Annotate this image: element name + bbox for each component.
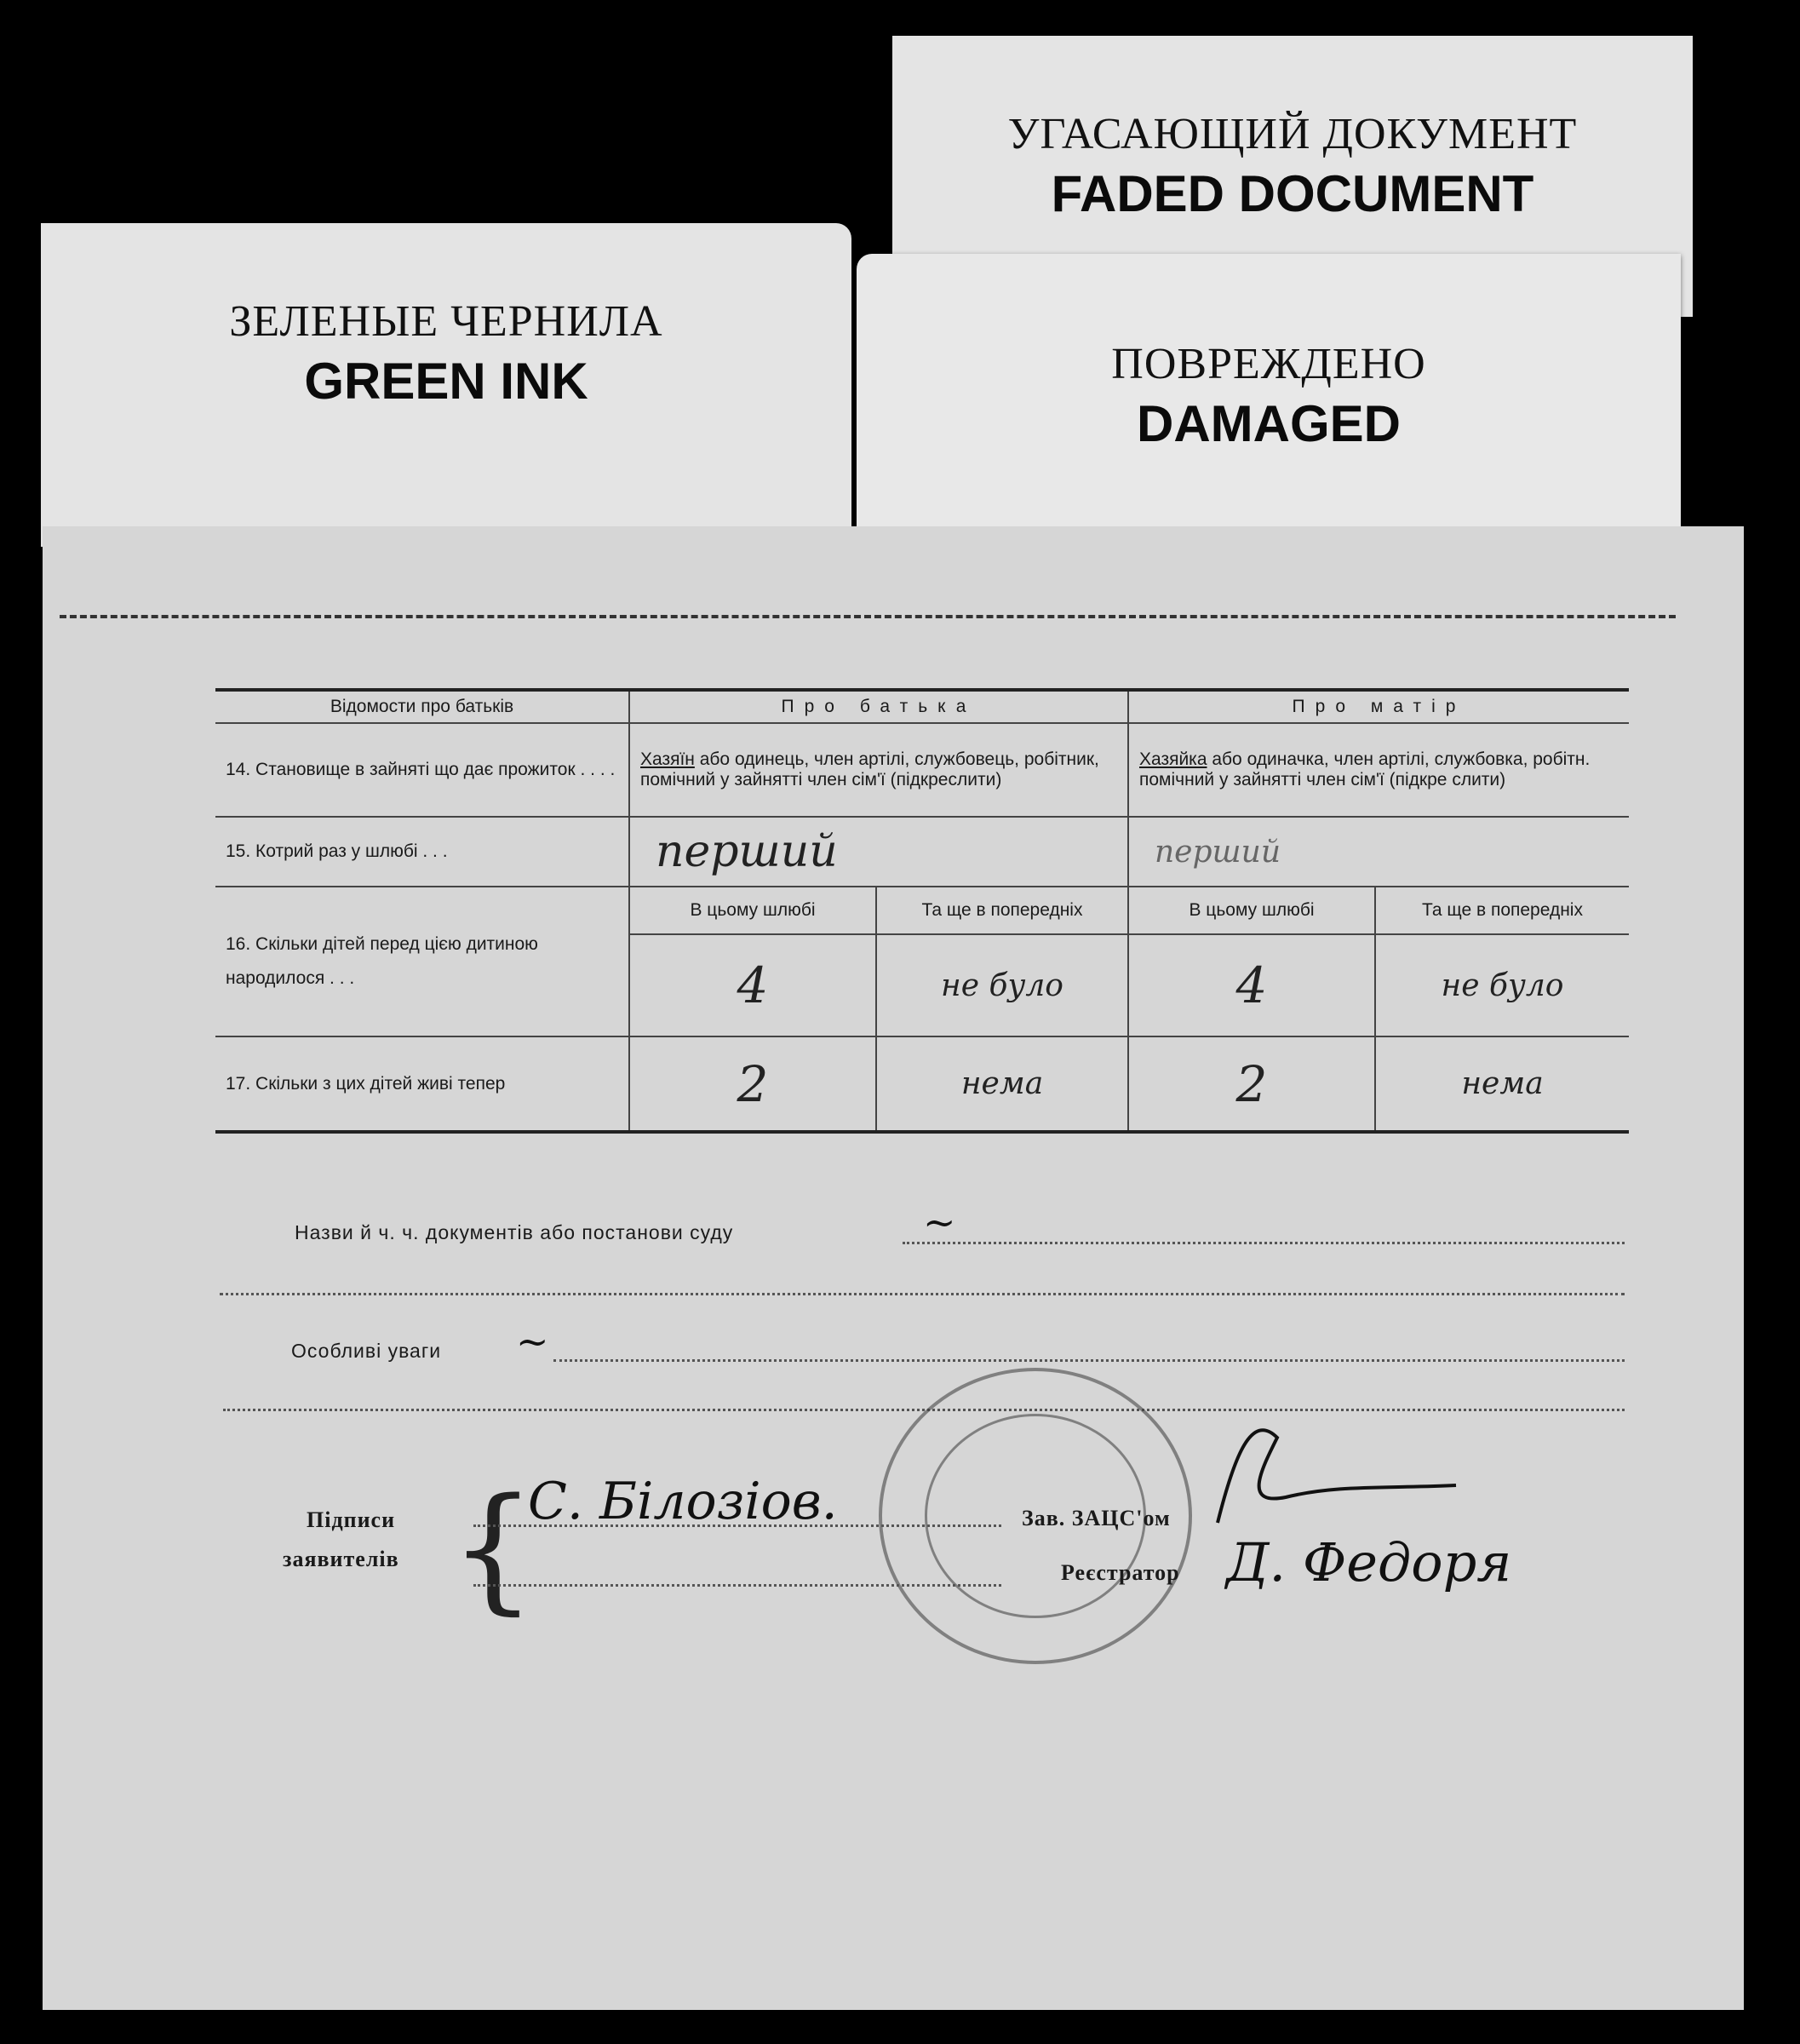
subhdr-father-this: В цьому шлюбі: [629, 887, 876, 934]
signatures-label-2: заявителів: [283, 1547, 399, 1571]
subhdr-father-prev: Та ще в попередніх: [876, 887, 1128, 934]
header-mother: Про матір: [1128, 690, 1629, 723]
subheader-row: [215, 887, 1629, 934]
row17-mother-this: 2: [1128, 1036, 1375, 1132]
card-ru-text: ПОВРЕЖДЕНО: [1111, 340, 1426, 388]
card-en-text: FADED DOCUMENT: [1051, 165, 1534, 222]
card-en-text: DAMAGED: [1137, 395, 1401, 452]
row17-label: 17. Скільки з цих дітей живі тепер: [215, 1036, 629, 1132]
row15-mother-value: перший: [1128, 817, 1629, 887]
header-father: Про батька: [629, 690, 1128, 723]
row16-mother-this: 4: [1128, 934, 1375, 1036]
registrar-signature: Д. Федоря: [1226, 1531, 1512, 1593]
card-ru-text: УГАСАЮЩИЙ ДОКУМЕНТ: [1007, 110, 1578, 158]
head-signature-scribble: [1184, 1404, 1490, 1540]
row14-mother-underlined: Хазяйка: [1139, 749, 1207, 769]
row16-father-this: 4: [629, 934, 876, 1036]
row-17: [215, 1036, 1629, 1132]
row-14: [215, 723, 1629, 817]
row14-mother: [1128, 723, 1629, 817]
signature-line-1: [473, 1524, 1001, 1527]
green-ink-card: [41, 223, 851, 547]
row16-label: 16. Скільки дітей перед цією дитиною народилося . . .: [215, 887, 629, 1036]
signature-line-2: [473, 1584, 1001, 1587]
documents-label: Назви й ч. ч. документів або постанови суду: [295, 1221, 734, 1243]
header-label: Відомости про батьків: [215, 690, 629, 723]
parents-info-table: [215, 688, 1629, 1134]
table-header-row: [215, 690, 1629, 723]
document-sheet: [43, 526, 1744, 2010]
row14-label: 14. Становище в зайняті що дає прожиток . . . .: [215, 723, 629, 817]
applicant-signature: С. Білозіов.: [528, 1472, 838, 1531]
remarks-label: Особливі уваги: [291, 1340, 442, 1362]
remarks-value: ~: [516, 1318, 549, 1364]
row17-father-this: 2: [629, 1036, 876, 1132]
row14-father-text: або одинець, член артілі, службовець, робітник, помічний у зайнятті член сім'ї (підкреслити): [640, 749, 1099, 789]
remarks-line-1: [553, 1359, 1625, 1362]
row-15: [215, 817, 1629, 887]
row17-father-prev: нема: [876, 1036, 1128, 1132]
signatures-label-1: Підписи: [307, 1507, 396, 1532]
documents-value: ~: [923, 1199, 956, 1245]
card-ru-text: ЗЕЛЕНЫЕ ЧЕРНИЛА: [229, 297, 663, 346]
damaged-card: [857, 254, 1681, 535]
subhdr-mother-this: В цьому шлюбі: [1128, 887, 1375, 934]
row15-label: 15. Котрий раз у шлюбі . . .: [215, 817, 629, 887]
row17-mother-prev: нема: [1375, 1036, 1629, 1132]
row14-father: [629, 723, 1128, 817]
signatures-brace: {: [450, 1468, 536, 1628]
head-zags-label: Зав. ЗАЦС'ом: [1022, 1506, 1171, 1530]
documents-line-2: [220, 1293, 1625, 1295]
row14-mother-text: або одиначка, член артілі, службовка, робітн. помічний у зайнятті член сім'ї (підкре слити): [1139, 749, 1591, 789]
subhdr-mother-prev: Та ще в попередніх: [1375, 887, 1629, 934]
card-en-text: GREEN INK: [304, 353, 588, 410]
registrar-label: Реєстратор: [1061, 1560, 1180, 1585]
documents-line-1: [903, 1242, 1625, 1244]
row15-father-value: перший: [629, 817, 1128, 887]
perforation-line: [60, 615, 1676, 618]
row16-father-prev: не було: [876, 934, 1128, 1036]
row14-father-underlined: Хазяїн: [640, 749, 695, 769]
row16-mother-prev: не було: [1375, 934, 1629, 1036]
